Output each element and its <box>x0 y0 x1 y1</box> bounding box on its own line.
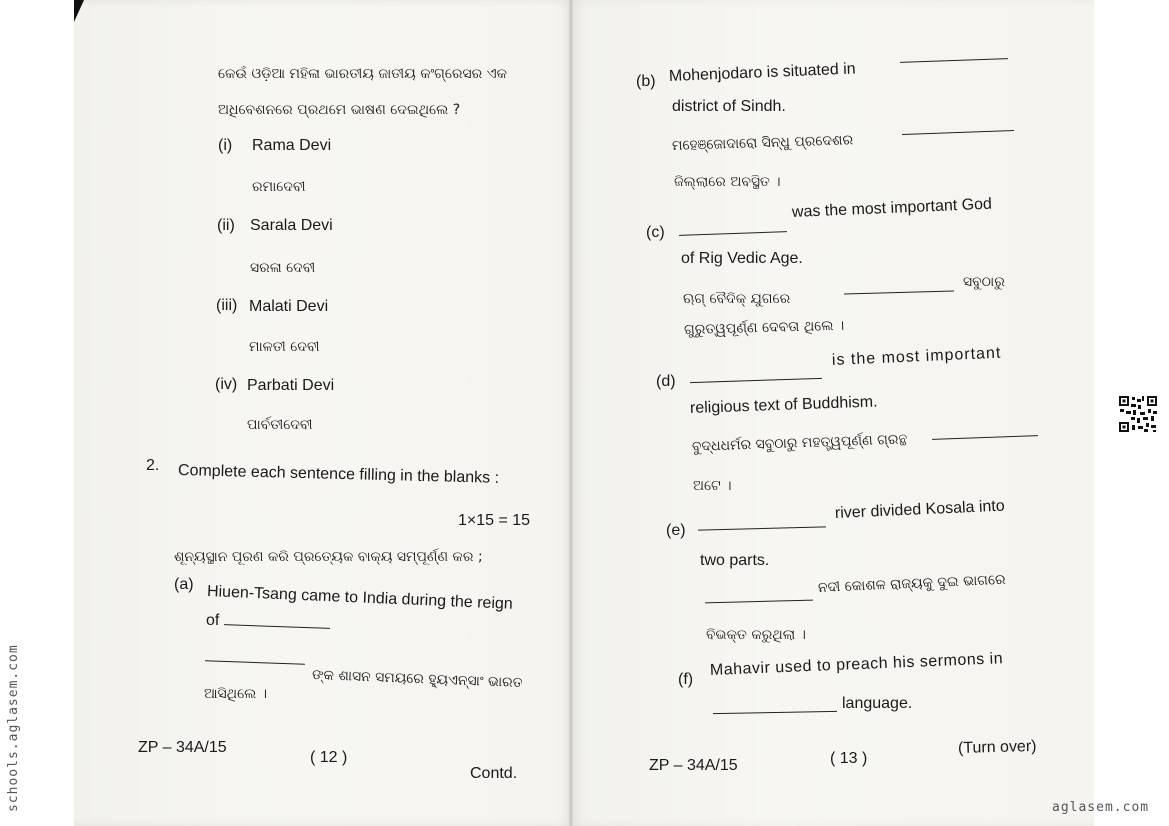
qr-code-icon <box>1118 395 1158 433</box>
question-odia-line2: ଅଧିବେଶନରେ ପ୍ରଥମେ ଭାଷଣ ଦେଇଥିଲେ ? <box>218 102 461 118</box>
q2c-odia-line1b: ସବୁଠାରୁ <box>963 274 1005 290</box>
option-english: Sarala Devi <box>250 217 333 234</box>
right-footer-turn-over: (Turn over) <box>957 737 1037 757</box>
q2e-odia-line2: ବିଭକ୍ତ କରୁଥିଲା । <box>706 627 806 643</box>
q2-instruction-odia: ଶୂନ୍ୟସ୍ଥାନ ପୂରଣ କରି ପ୍ରତ୍ୟେକ ବାକ୍ୟ ସମ୍ପୂର୍ଣ୍ଣ କର ; <box>174 549 483 565</box>
q2c-line1: was the most important God <box>791 195 993 221</box>
q2e-number: (e) <box>666 522 686 539</box>
q2b-number: (b) <box>636 73 656 90</box>
q2e-odia-line1: ନଦୀ କୋଶଳ ରାଜ୍ୟକୁ ଦୁଇ ଭାଗରେ <box>817 571 1006 596</box>
question-odia-line1: କେଉଁ ଓଡ଼ିଆ ମହିଳା ଭାରତୀୟ ଜାତୀୟ କଂଗ୍ରେସର ଏକ <box>218 66 507 82</box>
q2a-odia-line2: ଆସିଥିଲେ । <box>204 686 268 702</box>
q2d-line1: is the most important <box>831 344 1002 369</box>
q2-instruction: Complete each sentence filling in the blanks : <box>177 462 500 487</box>
option-odia: ପାର୍ବତୀଦେବୀ <box>247 417 313 433</box>
left-footer-contd: Contd. <box>470 765 518 782</box>
q2c-number: (c) <box>646 224 665 241</box>
q2a-line1: Hiuen-Tsang came to India during the reign <box>206 583 514 613</box>
option-english: Rama Devi <box>252 137 332 154</box>
q2f-line1: Mahavir used to preach his sermons in <box>709 650 1004 679</box>
q2a-number: (a) <box>174 576 194 593</box>
option-odia: ମାଳତୀ ଦେବୀ <box>249 339 320 355</box>
left-footer-page: ( 12 ) <box>310 749 348 766</box>
option-english: Malati Devi <box>249 298 329 315</box>
option-number: (i) <box>218 137 233 154</box>
option-english: Parbati Devi <box>247 377 335 394</box>
right-footer-code: ZP – 34A/15 <box>649 757 738 774</box>
q2d-odia-line1: ବୁଦ୍ଧଧର୍ମର ସବୁଠାରୁ ମହତ୍ତ୍ୱପୂର୍ଣ୍ଣ ଗ୍ରନ୍ଥ <box>691 431 908 455</box>
option-number: (iv) <box>215 376 238 393</box>
watermark-schools-aglasem: schools.aglasem.com <box>6 644 21 812</box>
watermark-aglasem: aglasem.com <box>1052 800 1150 815</box>
q2b-odia-line2: ଜିଲ୍ଲାରେ ଅବସ୍ଥିତ । <box>674 174 781 190</box>
q2c-odia-line1a: ଋଗ୍ ବୈଦିକ୍ ଯୁଗରେ <box>683 291 791 307</box>
q2b-line2: district of Sindh. <box>672 98 786 115</box>
left-page <box>74 0 572 826</box>
option-odia: ରମାଦେବୀ <box>252 179 306 195</box>
book-spine <box>569 0 573 826</box>
q2f-line2: language. <box>842 695 913 712</box>
q2e-line1: river divided Kosala into <box>834 497 1006 522</box>
left-footer-code: ZP – 34A/15 <box>138 739 227 756</box>
option-odia: ସରଳା ଦେବୀ <box>250 260 316 276</box>
q2c-odia-line2: ଗୁରୁତ୍ୱପୂର୍ଣ୍ଣ ଦେବତା ଥିଲେ । <box>683 317 845 338</box>
q2-marks: 1×15 = 15 <box>458 512 531 529</box>
q2d-odia-line2: ଅଟେ । <box>693 478 732 494</box>
q2c-line2: of Rig Vedic Age. <box>681 250 803 267</box>
q2a-line2: of <box>206 612 220 629</box>
option-number: (iii) <box>216 297 238 314</box>
q2e-line2: two parts. <box>700 552 770 569</box>
q2f-number: (f) <box>678 671 694 688</box>
q2d-number: (d) <box>656 373 676 390</box>
q2d-line2: religious text of Buddhism. <box>689 393 878 417</box>
q2a-odia-line1: ଙ୍କ ଶାସନ ସମୟରେ ହ୍ୟୁଏନ୍‌ସାଂ ଭାରତ <box>311 667 523 692</box>
q2b-line1: Mohenjodaro is situated in <box>668 60 856 85</box>
page-corner-shadow <box>74 0 84 22</box>
right-footer-page: ( 13 ) <box>830 750 868 767</box>
q2-number: 2. <box>146 457 160 474</box>
option-number: (ii) <box>217 217 235 234</box>
q2b-odia-line1: ମହେଞ୍ଜୋଦାରୋ ସିନ୍ଧୁ ପ୍ରଦେଶର <box>671 132 854 154</box>
